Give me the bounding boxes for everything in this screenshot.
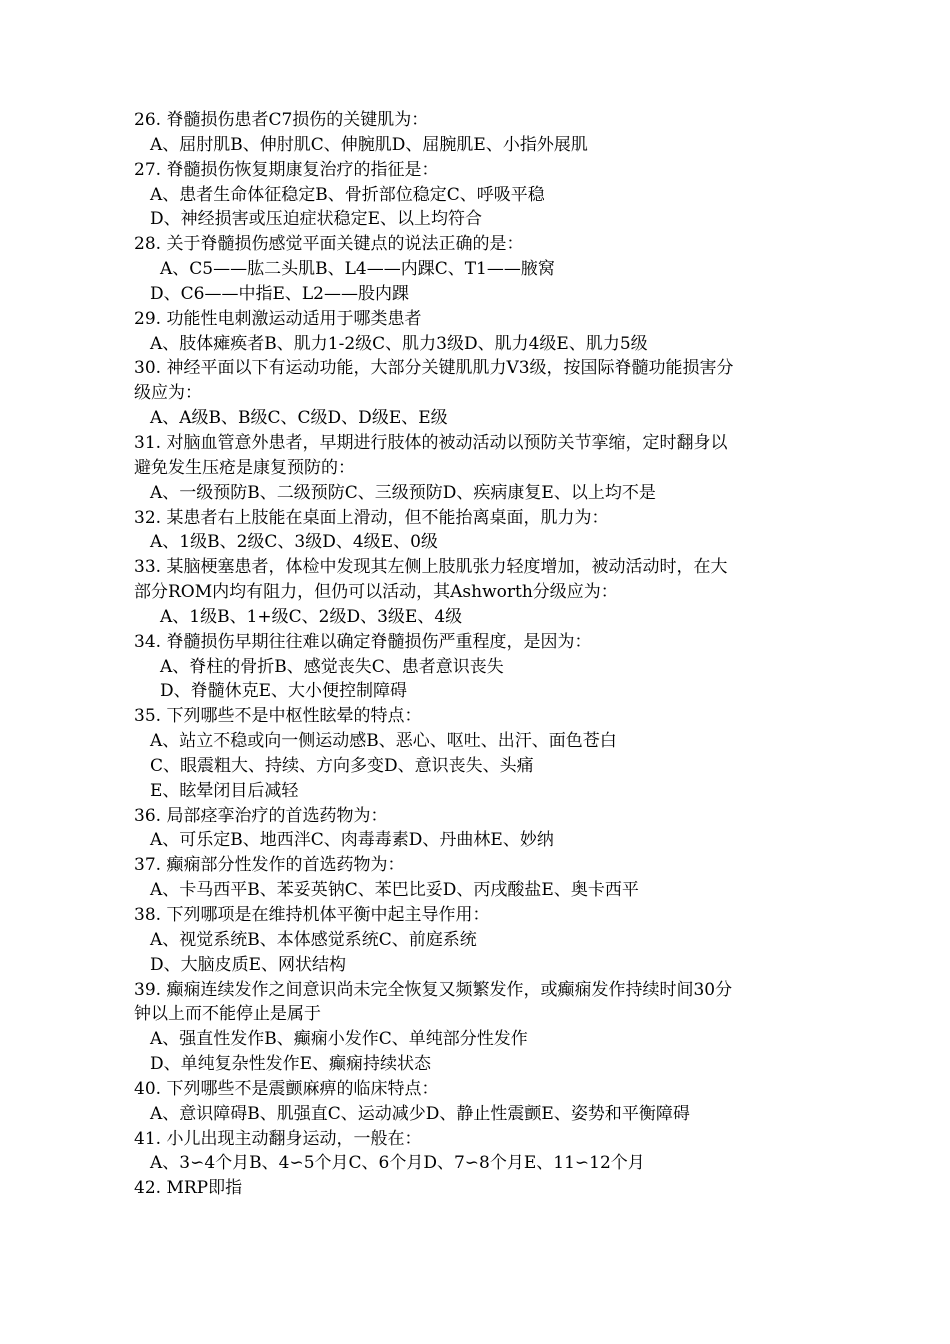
question-line: 36. 局部痉挛治疗的首选药物为： — [134, 805, 388, 826]
question-line: 39. 癫痫连续发作之间意识尚未完全恢复又频繁发作，或癫痫发作持续时间30分 — [134, 979, 733, 1000]
question-line: 42. MRP即指 — [134, 1178, 243, 1199]
option-line: A、患者生命体征稳定B、骨折部位稳定C、呼吸平稳 — [150, 184, 545, 205]
question-line: 32. 某患者右上肢能在桌面上滑动，但不能抬离桌面，肌力为： — [134, 507, 609, 528]
option-line: A、脊柱的骨折B、感觉丧失C、患者意识丧失 — [160, 656, 504, 677]
question-line: 钟以上而不能停止是属于 — [134, 1004, 321, 1025]
option-line: C、眼震粗大、持续、方向多变D、意识丧失、头痛 — [150, 755, 534, 776]
option-line: A、1级B、1+级C、2级D、3级E、4级 — [160, 606, 463, 627]
option-line: A、意识障碍B、肌强直C、运动减少D、静止性震颤E、姿势和平衡障碍 — [150, 1103, 690, 1124]
question-line: 30. 神经平面以下有运动功能，大部分关键肌肌力V3级，按国际脊髓功能损害分 — [134, 358, 734, 379]
option-line: A、A级B、B级C、C级D、D级E、E级 — [150, 408, 448, 429]
document-page — [0, 108, 950, 1201]
question-line: 部分ROM内均有阻力，但仍可以活动，其Ashworth分级应为： — [134, 582, 618, 603]
question-line: 29. 功能性电刺激运动适用于哪类患者 — [134, 308, 422, 329]
question-line: 33. 某脑梗塞患者，体检中发现其左侧上肢肌张力轻度增加，被动活动时，在大 — [134, 557, 728, 578]
option-line: E、眩晕闭目后减轻 — [150, 780, 299, 801]
option-line: A、可乐定B、地西泮C、肉毒毒素D、丹曲林E、妙纳 — [150, 830, 554, 851]
question-line: 26. 脊髓损伤患者C7损伤的关键肌为： — [134, 110, 429, 130]
question-line: 避免发生压疮是康复预防的： — [134, 457, 355, 478]
question-line: 34. 脊髓损伤早期往往难以确定脊髓损伤严重程度，是因为： — [134, 631, 592, 652]
option-line: A、卡马西平B、苯妥英钠C、苯巴比妥D、丙戌酸盐E、奥卡西平 — [150, 880, 639, 901]
option-line: D、脊髓休克E、大小便控制障碍 — [160, 681, 408, 702]
option-line: A、站立不稳或向一侧运动感B、恶心、呕吐、出汗、面色苍白 — [150, 731, 617, 752]
option-line: D、单纯复杂性发作E、癫痫持续状态 — [150, 1054, 432, 1075]
question-line: 27. 脊髓损伤恢复期康复治疗的指征是： — [134, 159, 439, 180]
option-line: D、神经损害或压迫症状稳定E、以上均符合 — [150, 209, 483, 230]
option-line: A、3∽4个月B、4∽5个月C、6个月D、7∽8个月E、11∽12个月 — [150, 1153, 645, 1174]
question-line: 37. 癫痫部分性发作的首选药物为： — [134, 855, 405, 876]
question-line: 35. 下列哪些不是中枢性眩晕的特点： — [134, 706, 422, 727]
question-line: 41. 小儿出现主动翻身运动，一般在： — [134, 1128, 422, 1149]
question-line: 级应为： — [134, 383, 202, 404]
question-line: 31. 对脑血管意外患者，早期进行肢体的被动活动以预防关节挛缩，定时翻身以 — [134, 432, 728, 453]
option-line: A、肢体瘫痪者B、肌力1-2级C、肌力3级D、肌力4级E、肌力5级 — [150, 333, 648, 354]
question-line: 28. 关于脊髓损伤感觉平面关键点的说法正确的是： — [134, 234, 524, 255]
option-line: A、屈肘肌B、伸肘肌C、伸腕肌D、屈腕肌E、小指外展肌 — [150, 134, 588, 155]
question-line: 40. 下列哪些不是震颤麻痹的临床特点： — [134, 1078, 439, 1099]
option-line: D、C6——中指E、L2——股内踝 — [150, 283, 409, 304]
option-line: A、视觉系统B、本体感觉系统C、前庭系统 — [150, 929, 477, 950]
option-line: A、1级B、2级C、3级D、4级E、0级 — [150, 532, 438, 553]
option-line: A、一级预防B、二级预防C、三级预防D、疾病康复E、以上均不是 — [150, 482, 656, 503]
option-line: A、强直性发作B、癫痫小发作C、单纯部分性发作 — [150, 1029, 528, 1050]
option-line: D、大脑皮质E、网状结构 — [150, 954, 347, 975]
option-line: A、C5——肱二头肌B、L4——内踝C、T1——腋窝 — [160, 259, 555, 280]
question-line: 38. 下列哪项是在维持机体平衡中起主导作用： — [134, 905, 490, 925]
